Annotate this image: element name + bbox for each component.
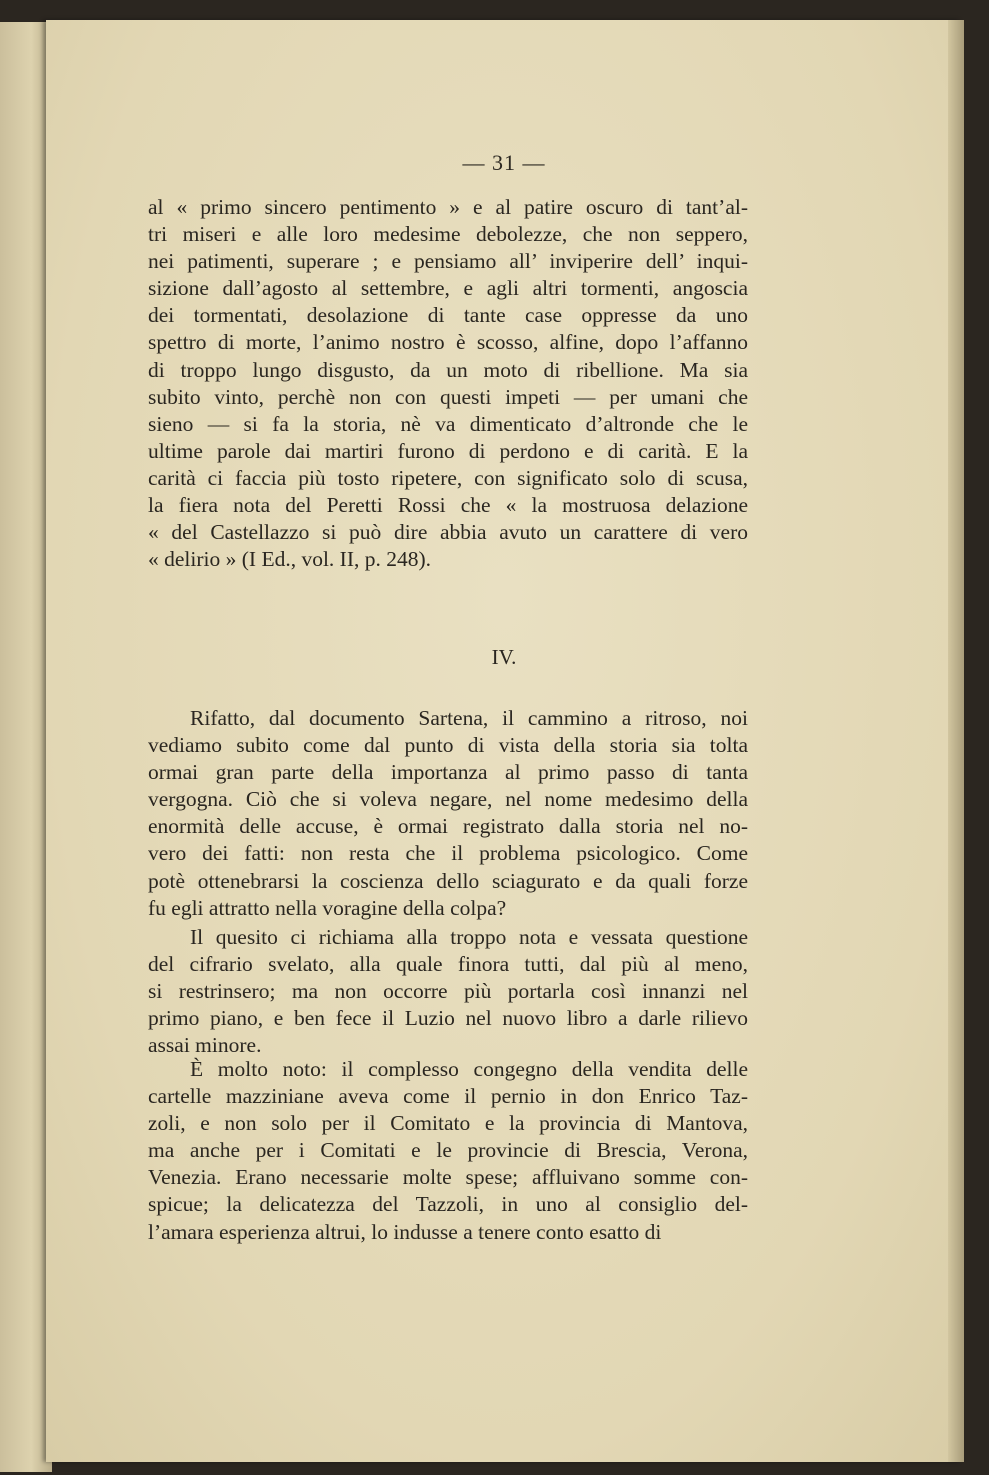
text-line: spettro di morte, l’animo nostro è scosso, alfine, dopo l’affanno bbox=[148, 330, 748, 355]
text-line: spicue; la delicatezza del Tazzoli, in uno al consiglio del- bbox=[148, 1192, 748, 1217]
text-line: subito vinto, perchè non con questi impeti — per umani che bbox=[148, 384, 748, 409]
text-line: l’amara esperienza altrui, lo indusse a tenere conto esatto di bbox=[148, 1219, 662, 1244]
text-line: carità ci faccia più tosto ripetere, con significato solo di scusa, bbox=[148, 465, 748, 490]
text-line: È molto noto: il complesso congegno della vendita delle bbox=[190, 1057, 748, 1081]
paragraph bbox=[148, 1056, 748, 1246]
page-number: — 31 — bbox=[462, 150, 546, 175]
text-line: enormità delle accuse, è ormai registrato dalla storia nel no- bbox=[148, 814, 748, 839]
text-line: ultime parole dai martiri furono di perdono e di carità. E la bbox=[148, 438, 748, 463]
text-line: vediamo subito come dal punto di vista della storia sia tolta bbox=[148, 733, 748, 758]
adjacent-page-edge bbox=[0, 22, 52, 1472]
paragraph bbox=[148, 705, 748, 922]
text-line: Rifatto, dal documento Sartena, il cammino a ritroso, noi bbox=[190, 706, 748, 730]
text-line: del cifrario svelato, alla quale finora tutti, dal più al meno, bbox=[148, 952, 748, 977]
text-line: ormai gran parte della importanza al primo passo di tanta bbox=[148, 760, 748, 785]
paragraph bbox=[148, 924, 748, 1059]
text-line: dei tormentati, desolazione di tante case oppresse da uno bbox=[148, 303, 748, 328]
text-line: nei patimenti, superare ; e pensiamo all’ inviperire dell’ inqui- bbox=[148, 249, 748, 274]
text-line: al « primo sincero pentimento » e al patire oscuro di tant’al- bbox=[148, 195, 748, 219]
text-line: « delirio » (I Ed., vol. II, p. 248). bbox=[148, 547, 432, 572]
paragraph bbox=[148, 194, 748, 573]
text-line: di troppo lungo disgusto, da un moto di ribellione. Ma sia bbox=[148, 357, 748, 382]
text-line: vero dei fatti: non resta che il problema psicologico. Come bbox=[148, 841, 748, 866]
page-edge-shadow bbox=[948, 20, 964, 1462]
text-line: zoli, e non solo per il Comitato e la provincia di Mantova, bbox=[148, 1111, 748, 1136]
text-line: ma anche per i Comitati e le provincie di Brescia, Verona, bbox=[148, 1138, 748, 1163]
text-line: la fiera nota del Peretti Rossi che « la mostruosa delazione bbox=[148, 493, 748, 518]
text-line: « del Castellazzo si può dire abbia avuto un carattere di vero bbox=[148, 520, 748, 545]
section-heading: IV. bbox=[491, 645, 517, 669]
book-page bbox=[46, 20, 962, 1462]
text-line: Il quesito ci richiama alla troppo nota e vessata questione bbox=[190, 925, 748, 949]
text-line: Venezia. Erano necessarie molte spese; affluivano somme con- bbox=[148, 1165, 748, 1190]
text-line: fu egli attratto nella voragine della colpa? bbox=[148, 895, 507, 920]
text-line: sieno — si fa la storia, nè va dimenticato d’altronde che le bbox=[148, 411, 748, 436]
text-line: sizione dall’agosto al settembre, e agli altri tormenti, angoscia bbox=[148, 276, 748, 301]
text-line: tri miseri e alle loro medesime debolezze, che non seppero, bbox=[148, 222, 748, 247]
text-line: potè ottenebrarsi la coscienza dello sciagurato e da quali forze bbox=[148, 868, 748, 893]
text-line: si restrinsero; ma non occorre più portarla così innanzi nel bbox=[148, 979, 748, 1004]
text-line: assai minore. bbox=[148, 1033, 262, 1058]
text-line: primo piano, e ben fece il Luzio nel nuovo libro a darle rilievo bbox=[148, 1006, 748, 1031]
text-line: cartelle mazziniane aveva come il pernio in don Enrico Taz- bbox=[148, 1084, 748, 1109]
text-line: vergogna. Ciò che si voleva negare, nel nome medesimo della bbox=[148, 787, 748, 812]
